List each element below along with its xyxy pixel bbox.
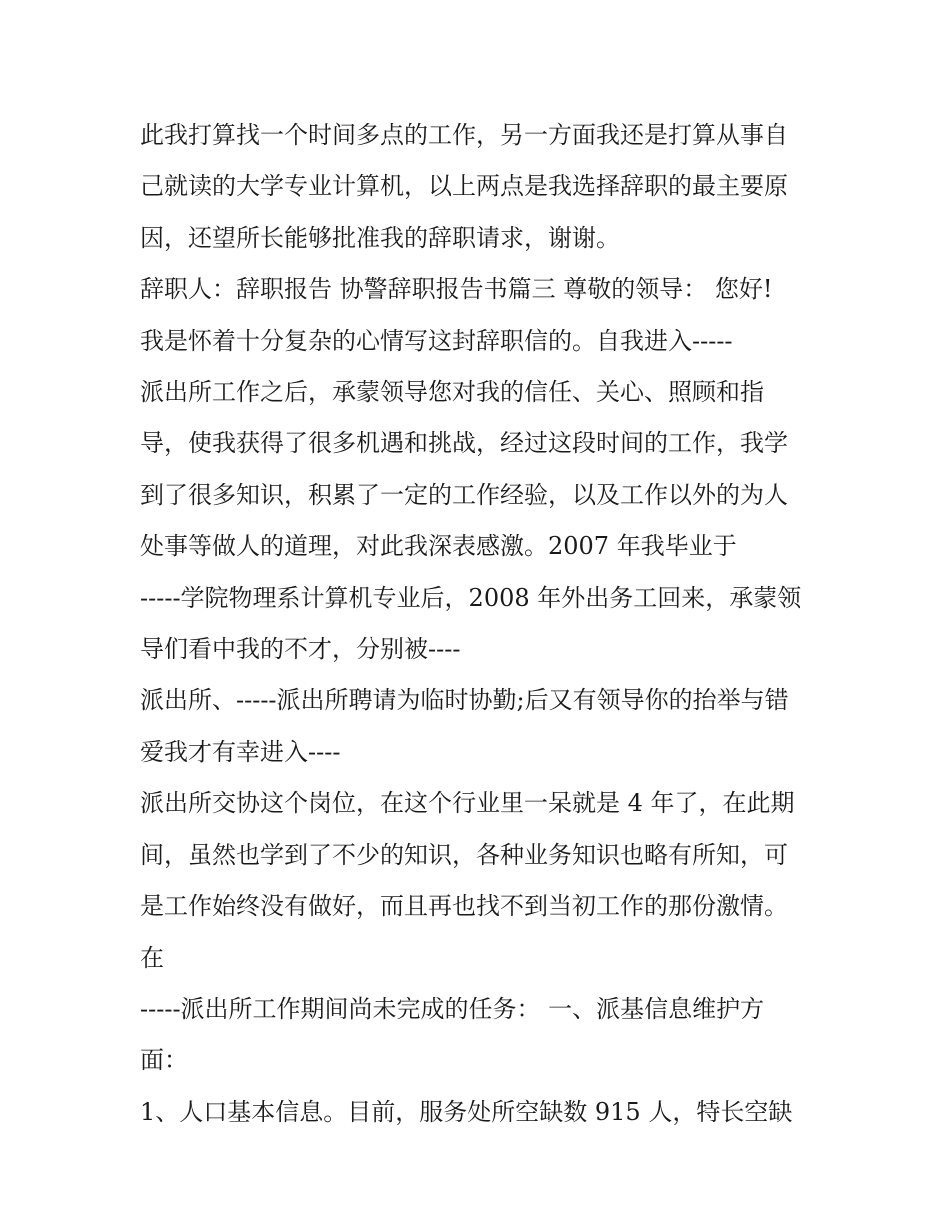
text-line: 己就读的大学专业计算机，以上两点是我选择辞职的最主要原: [140, 172, 788, 201]
text-line: -----学院物理系计算机专业后，2008 年外出务工回来，承蒙领: [140, 583, 802, 612]
text-line: 面：: [140, 1046, 188, 1075]
text-line: 派出所交协这个岗位，在这个行业里一呆就是 4 年了，在此期: [140, 789, 795, 818]
document-body: [140, 110, 820, 1138]
text-line: 在: [140, 943, 164, 972]
text-line: 此我打算找一个时间多点的工作，另一方面我还是打算从事自: [140, 121, 788, 149]
text-line: 因，还望所长能够批准我的辞职请求，谢谢。: [140, 223, 620, 252]
text-line: 到了很多知识，积累了一定的工作经验，以及工作以外的为人: [140, 480, 788, 509]
text-line: 1、人口基本信息。目前，服务处所空缺数 915 人，特长空缺: [140, 1097, 793, 1126]
text-line: 爱我才有幸进入----: [140, 737, 341, 766]
text-line: 导们看中我的不才，分别被----: [140, 635, 461, 664]
text-line: 派出所、-----派出所聘请为临时协勤;后又有领导你的抬举与错: [140, 686, 789, 715]
text-line: 辞职人：辞职报告 协警辞职报告书篇三 尊敬的领导： 您好!: [140, 275, 773, 304]
text-line: 间，虽然也学到了不少的知识，各种业务知识也略有所知，可: [140, 840, 788, 869]
text-line: 我是怀着十分复杂的心情写这封辞职信的。自我进入-----: [140, 326, 733, 355]
text-line: 派出所工作之后，承蒙领导您对我的信任、关心、照顾和指: [140, 378, 764, 407]
text-line: -----派出所工作期间尚未完成的任务： 一、派基信息维护方: [140, 994, 765, 1023]
text-line: 导，使我获得了很多机遇和挑战，经过这段时间的工作，我学: [140, 429, 788, 458]
text-line: 处事等做人的道理，对此我深表感激。2007 年我毕业于: [140, 532, 737, 561]
text-line: 是工作始终没有做好，而且再也找不到当初工作的那份激情。: [140, 892, 788, 921]
